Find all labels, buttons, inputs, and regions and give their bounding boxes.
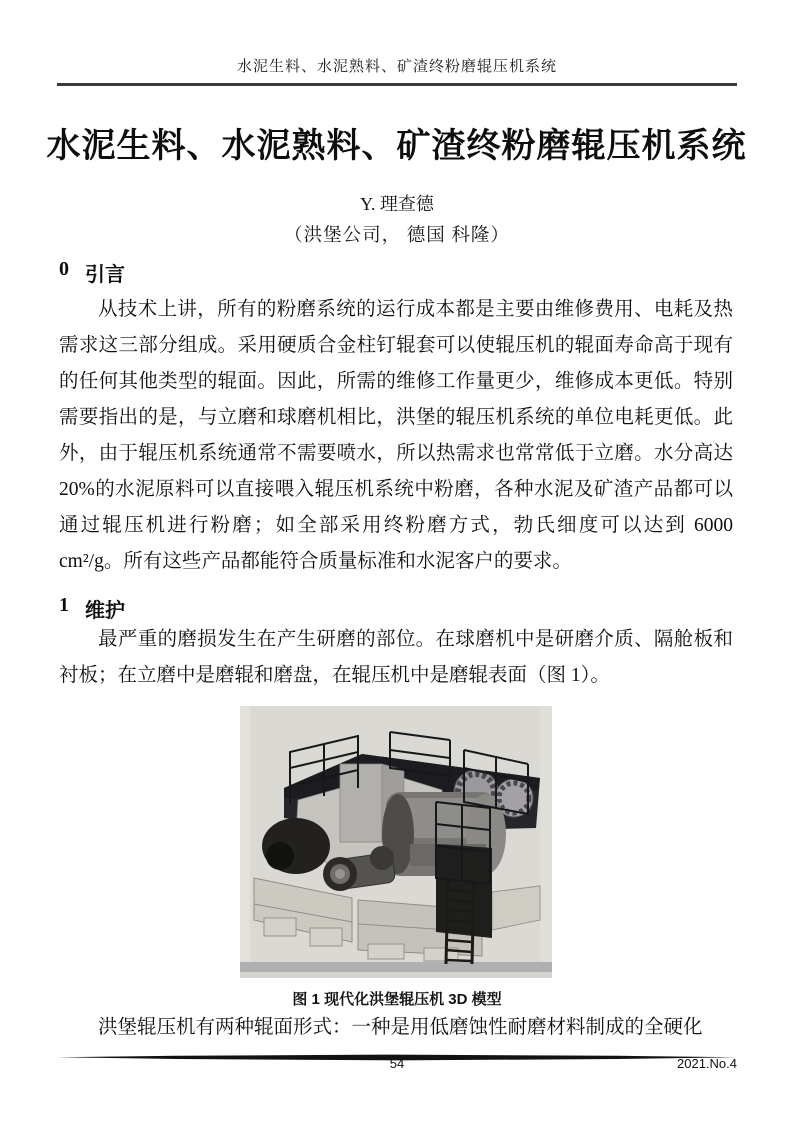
section-title-label: 引言 xyxy=(85,264,125,286)
section-number: 1 xyxy=(59,594,69,616)
section-heading-introduction xyxy=(59,258,125,287)
running-header-title: 水泥生料、水泥熟料、矿渣终粉磨辊压机系统 xyxy=(236,59,557,75)
section-title-label: 维护 xyxy=(85,600,125,622)
figure-1 xyxy=(240,706,552,978)
introduction-paragraph: 从技术上讲，所有的粉磨系统的运行成本都是主要由维修费用、电耗及热需求这三部分组成。采用硬质合金柱钉辊套可以使辊压机的辊面寿命高于现有的任何其他类型的辊面。因此，所需的维修工作量更少，维修成本更低。特别需要指出的是，与立磨和球磨机相比，洪堡的辊压机系统的单位电耗更低。此外，由于辊压机系统通常不需要喷水，所以热需求也常常低于立磨。水分高达 20%的水泥原料可以直接喂入辊压机系统中粉磨，各种水泥及矿渣产品都可以通过辊压机进行粉磨；如全部采用终粉磨方式，勃氏细度可以达到 6000 cm²/g。所有这些产品都能符合质量标准和水泥客户的要求。 xyxy=(59,299,733,572)
section-heading-maintenance xyxy=(59,594,125,623)
article-title: 水泥生料、水泥熟料、矿渣终粉磨辊压机系统 xyxy=(46,127,747,165)
issue-label: 2021.No.4 xyxy=(677,1056,737,1071)
roller-press-3d-model-image xyxy=(240,706,552,978)
page-number: 54 xyxy=(389,1056,405,1071)
page-footer xyxy=(57,1056,737,1074)
figure-caption: 图 1 现代化洪堡辊压机 3D 模型 xyxy=(292,991,502,1008)
author-name: Y. 理查德 xyxy=(360,194,434,214)
header-rule xyxy=(57,83,737,86)
continuation-paragraph: 洪堡辊压机有两种辊面形式：一种是用低磨蚀性耐磨材料制成的全硬化 xyxy=(98,1017,703,1038)
maintenance-paragraph: 最严重的磨损发生在产生研磨的部位。在球磨机中是研磨介质、隔舱板和衬板；在立磨中是磨辊和磨盘，在辊压机中是磨辊表面（图 1）。 xyxy=(59,629,733,686)
section-number: 0 xyxy=(59,258,69,280)
author-affiliation: （洪堡公司， 德国 科隆） xyxy=(284,226,510,246)
footer-rule xyxy=(57,1048,737,1055)
